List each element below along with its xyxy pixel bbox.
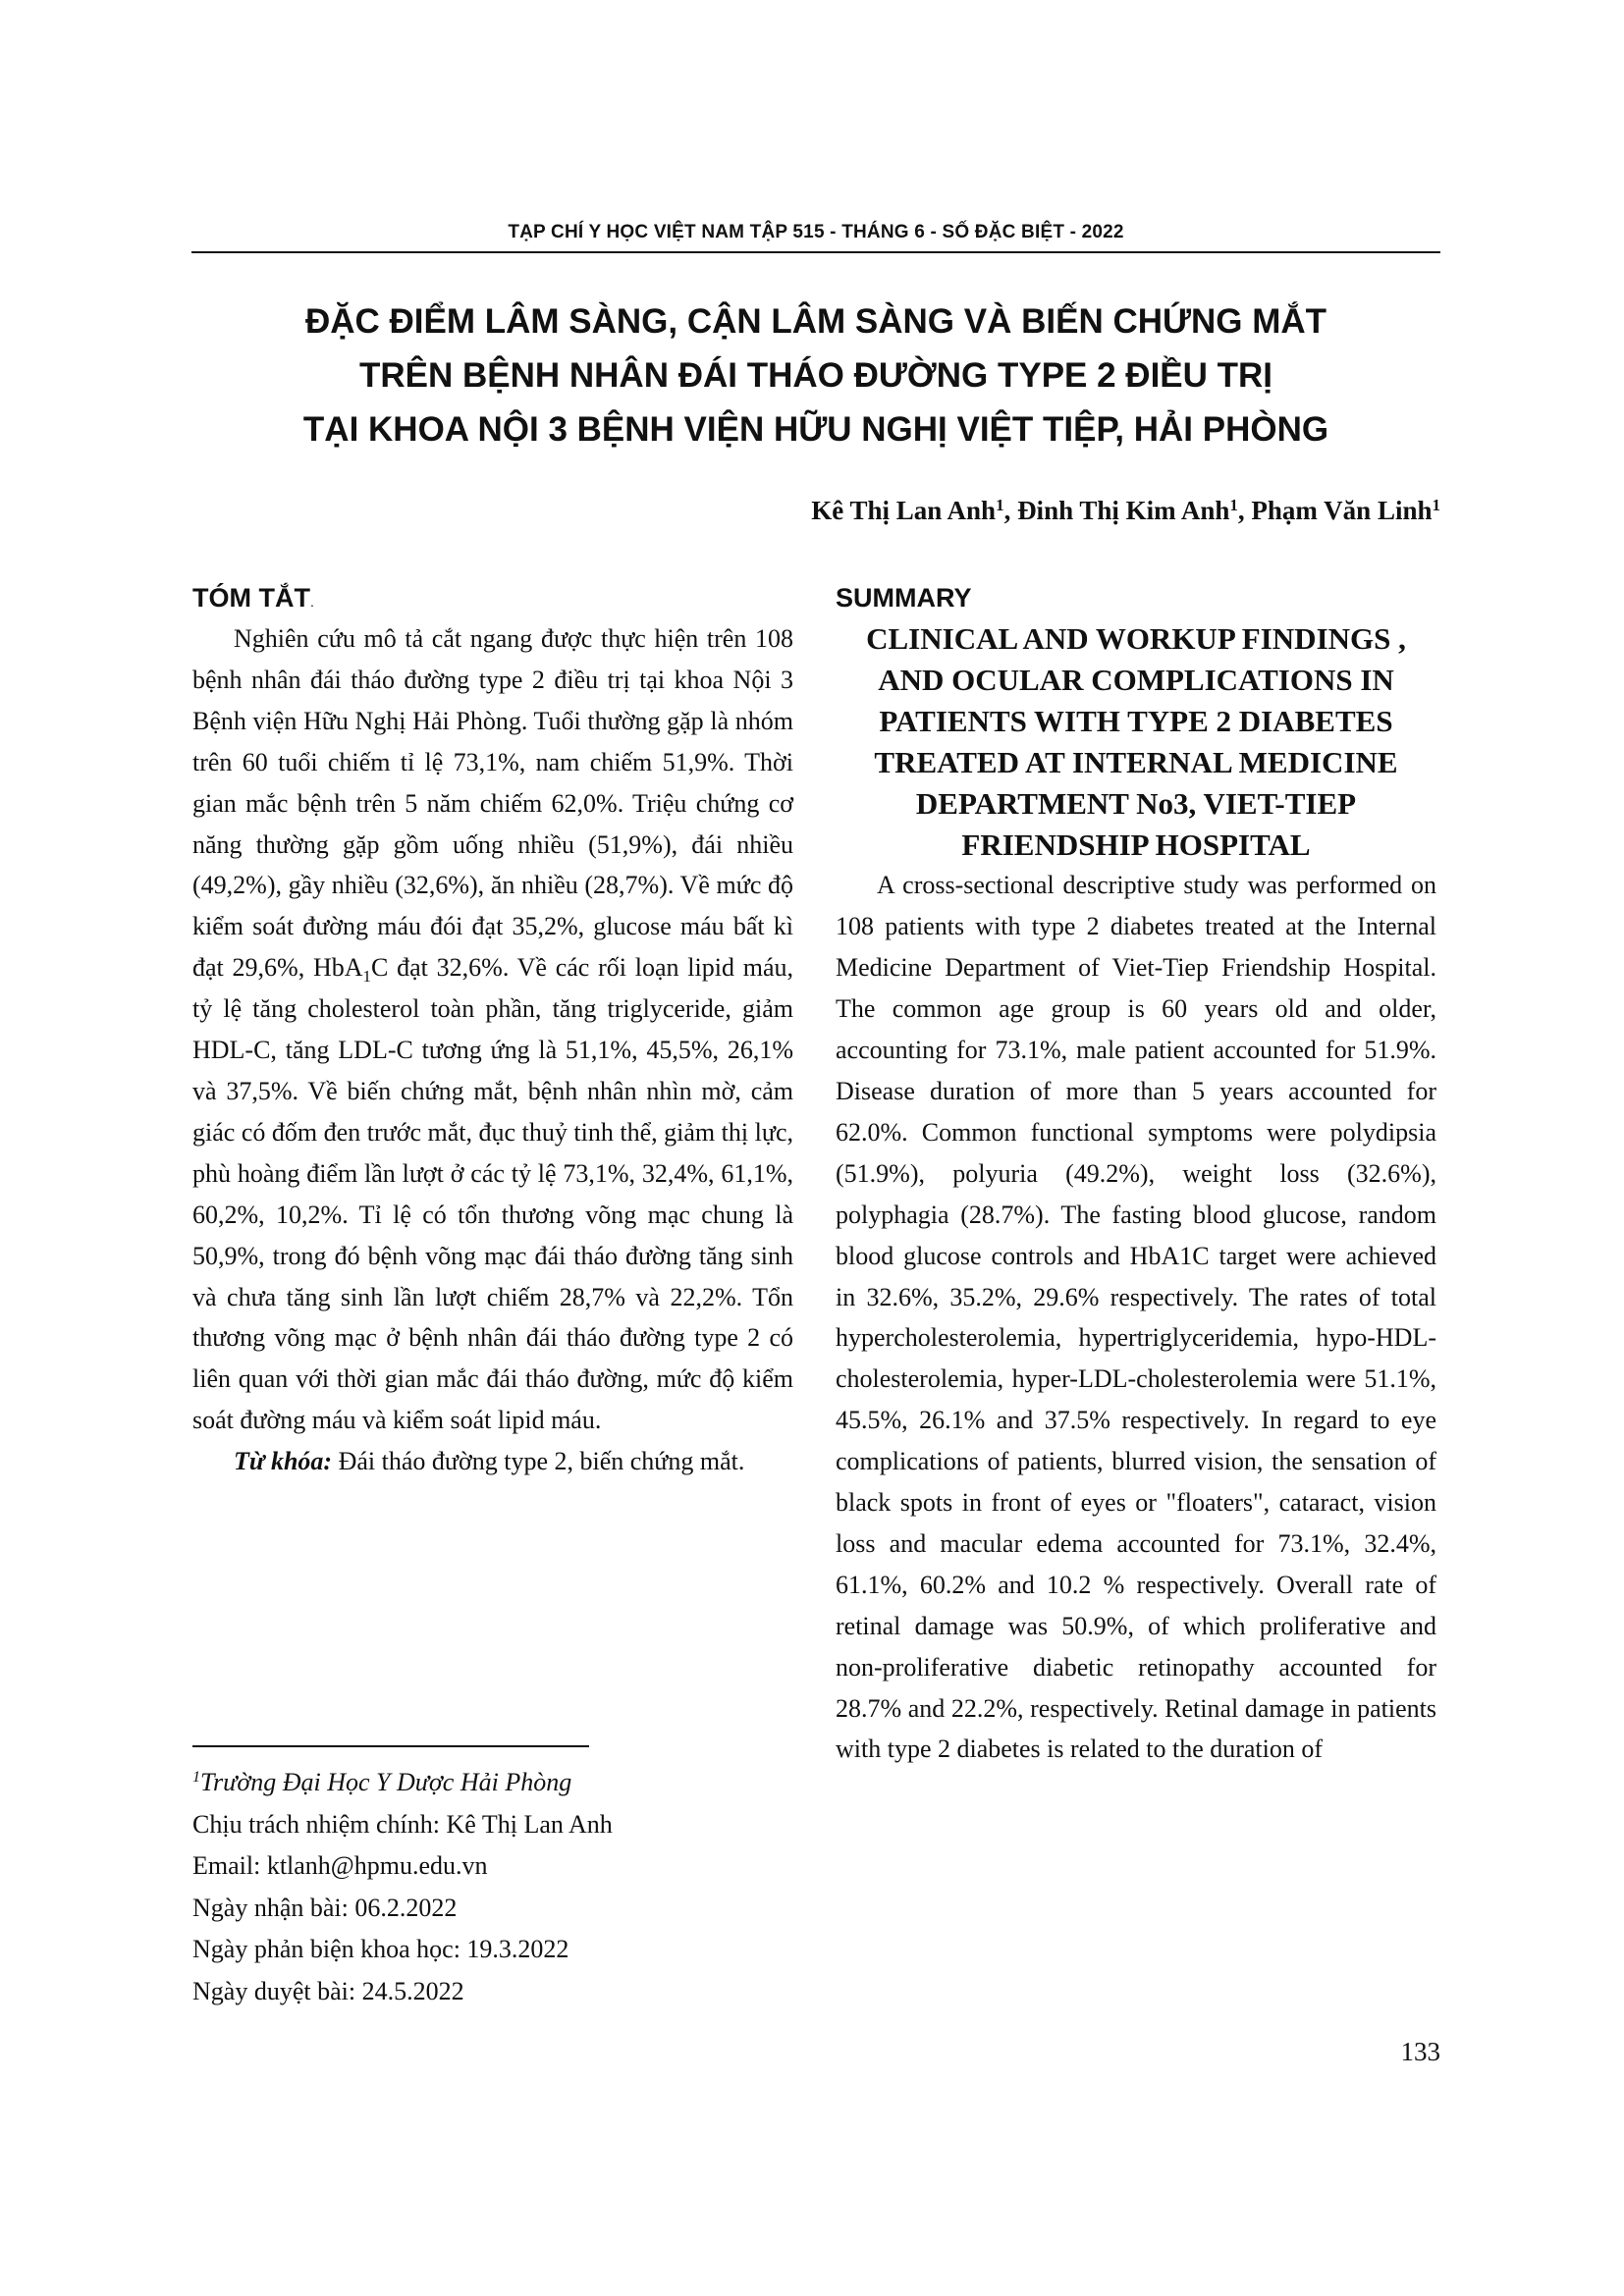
keywords-label: Từ khóa:	[234, 1447, 333, 1476]
abstract-heading-vi	[192, 577, 793, 618]
english-summary-column	[836, 577, 1436, 1770]
page-number: 133	[1400, 2037, 1440, 2066]
author-separator: ,	[1003, 496, 1018, 525]
title-line: TẠI KHOA NỘI 3 BỆNH VIỆN HỮU NGHỊ VIỆT TIỆP, HẢI PHÒNG	[302, 410, 1329, 449]
english-title-line: DEPARTMENT No3, VIET-TIEP	[915, 785, 1357, 821]
english-title-line: AND OCULAR COMPLICATIONS IN	[878, 662, 1394, 697]
author-list	[811, 496, 1440, 526]
header-rule	[191, 251, 1440, 253]
english-title	[836, 618, 1436, 865]
english-title-line: PATIENTS WITH TYPE 2 DIABETES	[879, 703, 1393, 738]
title-line: TRÊN BỆNH NHÂN ĐÁI THÁO ĐƯỜNG TYPE 2 ĐIỀU TRỊ	[358, 356, 1273, 395]
email-line: Email: ktlanh@hpmu.edu.vn	[192, 1851, 488, 1881]
journal-header: TẠP CHÍ Y HỌC VIỆT NAM TẬP 515 - THÁNG 6 - SỐ ĐẶC BIỆT - 2022	[508, 222, 1124, 242]
corresponding-author: Chịu trách nhiệm chính: Kê Thị Lan Anh	[192, 1809, 613, 1839]
author-affiliation-mark: 1	[996, 496, 1004, 514]
english-title-line: CLINICAL AND WORKUP FINDINGS ,	[866, 621, 1406, 656]
summary-heading: SUMMARY	[836, 583, 972, 613]
author-name: Đinh Thị Kim Anh	[1017, 496, 1230, 525]
accepted-date: Ngày duyệt bài: 24.5.2022	[192, 1976, 464, 2005]
article-title	[191, 294, 1440, 456]
heading-text: TÓM TẮT	[192, 583, 310, 613]
affiliation-text: Trường Đại Học Y Dược Hải Phòng	[200, 1768, 572, 1796]
english-title-line: FRIENDSHIP HOSPITAL	[961, 827, 1311, 862]
author-separator: ,	[1237, 496, 1252, 525]
abstract-text-part: Nghiên cứu mô tả cắt ngang được thực hiện trên 108 bệnh nhân đái tháo đường type 2 điều trị tại khoa Nội 3 Bệnh viện Hữu Nghị Hải Phòng. Tuổi thường gặp là nhóm trên 60 tuổi chiếm tỉ lệ 73,1%, nam chiếm 51,9%. Thời gian mắc bệnh trên 5 năm chiếm 62,0%. Triệu chứng cơ năng thường gặp gồm uống nhiều (51,9%), đái nhiều (49,2%), gầy nhiều (32,6%), ăn nhiều (28,7%). Về mức độ kiểm soát đường máu đói đạt 35,2%, glucose máu bất kì đạt 29,6%, HbA	[192, 624, 793, 983]
vietnamese-abstract-column	[192, 577, 793, 1482]
summary-paragraph: A cross-sectional descriptive study was performed on 108 patients with type 2 diabetes treated at the Internal Medicine Department of Viet-Tiep Friendship Hospital. The common age group is 60 years old and older, accounting for 73.1%, male patient accounted for 51.9%. Disease duration of more than 5 years accounted for 62.0%. Common functional symptoms were polydipsia (51.9%), polyuria (49.2%), weight loss (32.6%), polyphagia (28.7%). The fasting blood glucose, random blood glucose controls and HbA1C target were achieved in 32.6%, 35.2%, 29.6% respectively. The rates of total hypercholesterolemia, hypertriglyceridemia, hypo-HDL-cholesterolemia, hyper-LDL-cholesterolemia were 51.1%, 45.5%, 26.1% and 37.5% respectively. In regard to eye complications of patients, blurred vision, the sensation of black spots in front of eyes or "floaters", cataract, vision loss and macular edema accounted for 73.1%, 32.4%, 61.1%, 60.2% and 10.2 % respectively. Overall rate of retinal damage was 50.9%, of which proliferative and non-proliferative diabetic retinopathy accounted for 28.7% and 22.2%, respectively. Retinal damage in patients with type 2 diabetes is related to the duration of	[836, 871, 1436, 1764]
affiliation-note	[192, 1762, 613, 1804]
review-date: Ngày phản biện khoa học: 19.3.2022	[192, 1935, 569, 1964]
keywords-text: Đái tháo đường type 2, biến chứng mắt.	[332, 1447, 745, 1476]
author-affiliation-mark: 1	[1229, 496, 1238, 514]
hba1c-subscript: 1	[362, 967, 372, 987]
affiliation-mark: 1	[192, 1769, 200, 1786]
footnote-rule	[192, 1745, 589, 1747]
abstract-paragraph-vi	[192, 618, 793, 1441]
title-line: ĐẶC ĐIỂM LÂM SÀNG, CẬN LÂM SÀNG VÀ BIẾN CHỨNG MẮT	[304, 302, 1327, 341]
footnotes	[192, 1762, 613, 2013]
english-title-line: TREATED AT INTERNAL MEDICINE	[874, 744, 1398, 779]
received-date: Ngày nhận bài: 06.2.2022	[192, 1893, 458, 1922]
author-name: Phạm Văn Linh	[1251, 496, 1433, 525]
abstract-text-part: C đạt 32,6%. Về các rối loạn lipid máu, tỷ lệ tăng cholesterol toàn phần, tăng triglyceride, giảm HDL-C, tăng LDL-C tương ứng là 51,1%, 45,5%, 26,1% và 37,5%. Về biến chứng mắt, bệnh nhân nhìn mờ, cảm giác có đốm đen trước mắt, đục thuỷ tinh thể, giảm thị lực, phù hoàng điểm lần lượt ở các tỷ lệ 73,1%, 32,4%, 61,1%, 60,2%, 10,2%. Tỉ lệ có tổn thương võng mạc chung là 50,9%, trong đó bệnh võng mạc đái tháo đường tăng sinh và chưa tăng sinh lần lượt chiếm 28,7% và 22,2%. Tổn thương võng mạc ở bệnh nhân đái tháo đường type 2 có liên quan với thời gian mắc đái tháo đường, mức độ kiểm soát đường máu và kiểm soát lipid máu.	[192, 953, 793, 1435]
heading-dot: .	[309, 594, 314, 610]
author-affiliation-mark: 1	[1432, 496, 1440, 514]
keywords-vi	[192, 1441, 793, 1482]
author-name: Kê Thị Lan Anh	[811, 496, 997, 525]
